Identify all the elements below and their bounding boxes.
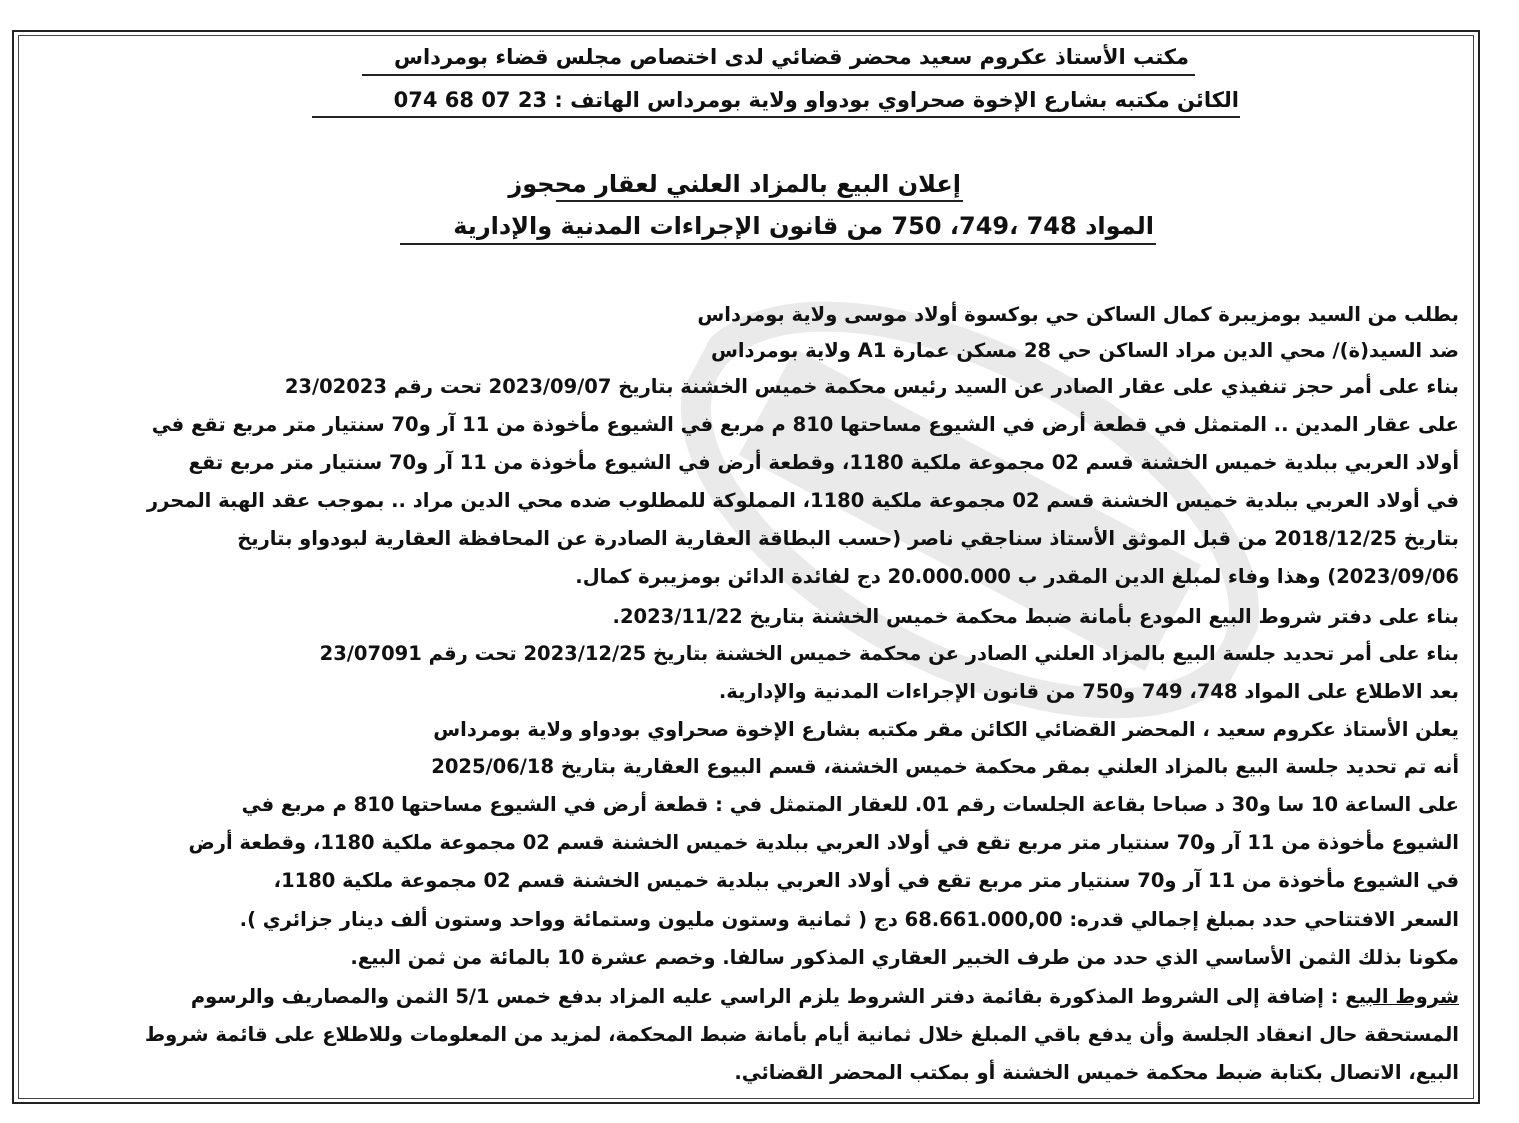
body-line: ضد السيد(ة)/ محي الدين مراد الساكن حي 28 مسكن عمارة A1 ولاية بومرداس	[710, 339, 1459, 362]
body-line: بناء على أمر تحديد جلسة البيع بالمزاد العلني الصادر عن محكمة خميس الخشنة بتاريخ 2023/12/25 تحت رقم 23/07091	[319, 642, 1459, 665]
announcement-title: إعلان البيع بالمزاد العلني لعقار محجوز	[508, 170, 961, 198]
body-line: بعد الاطلاع على المواد 748، 749 و750 من قانون الإجراءات المدنية والإدارية.	[718, 680, 1459, 703]
office-heading: مكتب الأستاذ عكروم سعيد محضر قضائي لدى اختصاص مجلس قضاء بومرداس	[394, 45, 1189, 69]
legal-articles-underline	[400, 243, 1156, 245]
body-line: بناء على دفتر شروط البيع المودع بأمانة ضبط محكمة خميس الخشنة بتاريخ 2023/11/22.	[612, 605, 1459, 628]
sale-conditions-line	[191, 985, 1459, 1008]
body-line: أنه تم تحديد جلسة البيع بالمزاد العلني بمقر محكمة خميس الخشنة، قسم البيوع العقارية بتاريخ 2025/06/18	[431, 755, 1459, 778]
body-line: 2023/09/06) وهذا وفاء لمبلغ الدين المقدر ب 20.000.000 دج لفائدة الدائن بومزيبرة كمال.	[575, 565, 1459, 588]
body-line: في أولاد العربي ببلدية خميس الخشنة قسم 02 مجموعة ملكية 1180، المملوكة للمطلوب ضده محي الدين مراد .. بموجب عقد الهبة المحرر	[146, 489, 1459, 512]
body-line: بتاريخ 2018/12/25 من قبل الموثق الأستاذ سناجقي ناصر (حسب البطاقة العقارية الصادرة عن المحافظة العقارية لبودواو بتاريخ	[237, 527, 1459, 550]
body-line: مكونا بذلك الثمن الأساسي الذي حدد من طرف الخبير العقاري المذكور سالفا. وخصم عشرة 10 بالمائة من ثمن البيع.	[350, 946, 1459, 969]
body-line: الشيوع مأخوذة من 11 آر و70 سنتيار متر مربع تقع في أولاد العربي ببلدية خميس الخشنة قسم 02 مجموعة ملكية 1180، وقطعة أرض	[188, 831, 1459, 854]
body-line: بطلب من السيد بومزيبرة كمال الساكن حي بوكسوة أولاد موسى ولاية بومرداس	[697, 303, 1459, 326]
sale-conditions-line: البيع، الاتصال بكتابة ضبط محكمة خميس الخشنة أو بمكتب المحضر القضائي.	[734, 1061, 1459, 1084]
body-line: بناء على أمر حجز تنفيذي على عقار الصادر عن السيد رئيس محكمة خميس الخشنة بتاريخ 2023/09/07 تحت رقم 23/02023	[284, 375, 1459, 398]
body-line: يعلن الأستاذ عكروم سعيد ، المحضر القضائي الكائن مقر مكتبه بشارع الإخوة صحراوي بودواو ولاية بومرداس	[433, 718, 1459, 741]
body-line: على عقار المدين .. المتمثل في قطعة أرض في الشيوع مساحتها 810 م مربع في الشيوع مأخوذة من 11 آر و70 سنتيار متر مربع تقع في	[151, 413, 1459, 436]
sale-conditions-line: المستحقة حال انعقاد الجلسة وأن يدفع باقي المبلغ خلال ثمانية أيام بأمانة ضبط المحكمة، لمزيد من المعلومات وللاطلاع على قائمة شروط	[144, 1023, 1459, 1046]
body-line: السعر الافتتاحي حدد بمبلغ إجمالي قدره: 68.661.000,00 دج ( ثمانية وستون مليون وستمائة وواحد وستون ألف دينار جزائري ).	[239, 908, 1459, 931]
body-line: أولاد العربي ببلدية خميس الخشنة قسم 02 مجموعة ملكية 1180، وقطعة أرض في الشيوع مأخوذة من 11 آر و70 سنتيار متر مربع تقع	[188, 451, 1459, 474]
sale-conditions-text: : إضافة إلى الشروط المذكورة بقائمة دفتر الشروط يلزم الراسي عليه المزاد بدفع خمس 5/1 الثمن والمصاريف والرسوم	[190, 985, 1339, 1008]
office-address: الكائن مكتبه بشارع الإخوة صحراوي بودواو ولاية بومرداس الهاتف : 23 07 68 074	[393, 88, 1239, 112]
legal-articles-title: المواد 748 ،749، 750 من قانون الإجراءات المدنية والإدارية	[453, 212, 1154, 240]
body-line: في الشيوع مأخوذة من 11 آر و70 سنتيار متر مربع تقع في أولاد العربي ببلدية خميس الخشنة قسم 02 مجموعة ملكية 1180،	[273, 869, 1459, 892]
office-address-underline	[312, 116, 1240, 118]
body-line: على الساعة 10 سا و30 د صباحا بقاعة الجلسات رقم 01. للعقار المتمثل في : قطعة أرض في الشيوع مساحتها 810 م مربع في	[241, 793, 1459, 816]
sale-conditions-label: شروط البيع	[1345, 985, 1459, 1008]
office-heading-underline	[362, 74, 1195, 76]
announcement-title-underline	[556, 200, 963, 202]
